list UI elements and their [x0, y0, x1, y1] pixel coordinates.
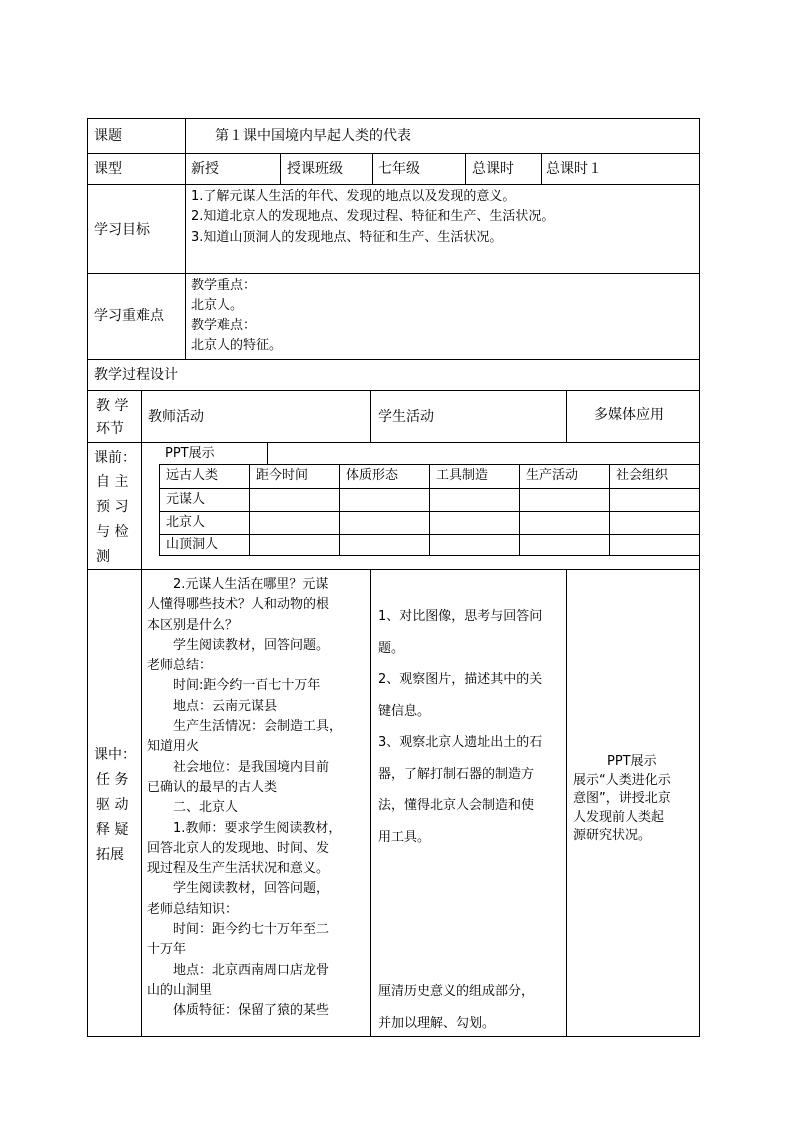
type-value: 新授: [191, 161, 219, 177]
teacher-line: 1.教师：要求学生阅读教材，: [147, 820, 342, 836]
keypoint-line: 北京人的特征。: [191, 338, 283, 353]
student-line: 1、对比图像，思考与回答问: [378, 609, 543, 624]
inner-table-row-label: 北京人: [166, 515, 206, 530]
inclass-stage: 释 疑: [96, 822, 129, 838]
teacher-line: 生产生活情况：会制造工具，: [147, 719, 343, 735]
media-text: [573, 755, 671, 848]
teacher-line: 回答北京人的发现地、时间、发: [147, 840, 330, 856]
student-line: 用工具。: [378, 829, 431, 845]
teacher-line: 学生阅读教材，回答问题。: [147, 637, 330, 653]
rule: [566, 569, 567, 1037]
media-line: 展示“人类进化示: [573, 772, 671, 788]
rule: [339, 464, 340, 556]
student-line: 法，懂得北京人会制造和使: [378, 798, 535, 813]
rule: [87, 390, 700, 391]
teacher-line: 山的山洞里: [147, 982, 213, 998]
goal-item: 2.知道北京人的发现地点、发现过程、特征和生产、生活状况。: [191, 209, 555, 224]
media-col-header: 多媒体应用: [594, 407, 664, 423]
class-label: 授课班级: [287, 161, 343, 177]
preview-stage: 测: [96, 549, 110, 565]
student-activity-text: [378, 610, 542, 862]
preview-stage: 自 主: [96, 474, 129, 490]
media-line: 人发现前人类起: [573, 809, 665, 825]
preview-stage: 课前：: [94, 450, 136, 466]
rule: [87, 442, 700, 443]
inner-table-header: 距今时间: [256, 468, 309, 483]
rule: [519, 464, 520, 556]
goal-item: 1.了解元谋人生活的年代、发现的地点以及发现的意义。: [191, 189, 516, 204]
teacher-activity-text: [147, 578, 342, 1025]
teacher-col-header: 教师活动: [148, 409, 204, 425]
rule: [541, 153, 542, 185]
rule: [87, 569, 700, 570]
keypoint-line: 教学难点：: [191, 318, 257, 333]
class-value: 七年级: [378, 161, 420, 177]
inclass-stage: 拓展: [96, 847, 124, 863]
teacher-line: 地点：北京西南周口店龙骨: [147, 962, 330, 978]
student-line: 并加以理解、勾划。: [378, 1015, 496, 1031]
rule: [87, 273, 700, 274]
rule: [465, 153, 466, 185]
inner-table-header: 工具制造: [436, 468, 489, 483]
teacher-line: 老师总结：: [147, 658, 213, 674]
teacher-line: 已确认的最早的古人类: [147, 779, 278, 795]
keypoint-line: 北京人。: [191, 298, 244, 313]
student-line: 2、观察图片，描述其中的关: [378, 672, 543, 687]
inner-table-header: 体质形态: [346, 468, 399, 483]
inner-table-row-label: 山顶洞人: [166, 537, 219, 552]
inclass-stage: 课中：: [94, 747, 136, 763]
rule: [699, 118, 700, 1037]
inner-table-row-label: 元谋人: [166, 492, 206, 507]
media-line: PPT展示: [607, 754, 657, 769]
rule: [185, 153, 186, 185]
teacher-line: 知道用火: [147, 739, 200, 755]
rule: [185, 118, 186, 154]
teacher-line: 地点：云南元谋县: [147, 698, 278, 714]
inner-table-header: 远古人类: [166, 468, 219, 483]
hours-label: 总课时: [472, 161, 514, 177]
topic-label: 课题: [94, 128, 122, 144]
rule: [159, 464, 160, 556]
rule: [372, 153, 373, 185]
inner-table-header: 生产活动: [526, 468, 579, 483]
rule: [267, 443, 268, 465]
keypoints-label: 学习重难点: [94, 308, 164, 324]
teacher-line: 十万年: [147, 942, 187, 958]
inclass-stage: 驱 动: [96, 797, 129, 813]
inner-table-header: 社会组织: [616, 468, 669, 483]
rule: [566, 390, 567, 443]
rule: [429, 464, 430, 556]
inclass-stage: 任 务: [96, 772, 129, 788]
student-line: 题。: [378, 640, 405, 656]
rule: [370, 390, 371, 443]
teacher-line: 老师总结知识：: [147, 901, 239, 917]
student-col-header: 学生活动: [378, 409, 434, 425]
teacher-line: 社会地位：是我国境内目前: [147, 759, 330, 775]
preview-stage: 与 检: [96, 524, 129, 540]
topic-value: 第１课中国境内早起人类的代表: [215, 128, 411, 144]
teacher-line: 体质特征：保留了猿的某些: [147, 1003, 330, 1019]
student-line: 厘清历史意义的组成部分，: [378, 984, 535, 999]
student-line: 器，了解打制石器的制造方: [378, 766, 535, 782]
student-activity-text-2: [378, 985, 534, 1048]
teacher-line: 2.元谋人生活在哪里？元谋: [147, 577, 329, 592]
stage-col-header: 教 学: [96, 398, 129, 414]
teacher-line: 人懂得哪些技术？人和动物的根: [147, 597, 330, 613]
goal-item: 3.知道山顶洞人的发现地点、特征和生产、生活状况。: [191, 230, 503, 245]
rule: [280, 153, 281, 185]
teacher-line: 本区别是什么？: [147, 617, 239, 633]
rule: [141, 390, 142, 1037]
media-line: 意图”，讲授北京: [573, 791, 671, 806]
rule: [87, 359, 700, 360]
rule: [249, 464, 250, 556]
teacher-line: 学生阅读教材，回答问题，: [147, 881, 330, 897]
preview-stage: 预 习: [96, 499, 129, 515]
type-label: 课型: [94, 161, 122, 177]
media-line: 源研究状况。: [573, 828, 652, 843]
rule: [87, 153, 700, 154]
student-line: 3、观察北京人遗址出土的石: [378, 735, 543, 750]
student-line: 键信息。: [378, 703, 431, 719]
rule: [609, 464, 610, 556]
rule: [370, 569, 371, 1037]
teacher-line: 时间：距今约七十万年至二: [147, 922, 330, 938]
goals-label: 学习目标: [94, 222, 150, 238]
process-title: 教学过程设计: [94, 367, 178, 383]
stage-col-header: 环节: [96, 421, 124, 437]
rule: [87, 184, 700, 185]
rule: [185, 184, 186, 360]
rule: [87, 118, 88, 1037]
ppt-label: PPT展示: [165, 446, 215, 461]
teacher-line: 现过程及生产生活状况和意义。: [147, 861, 330, 877]
rule: [87, 118, 700, 119]
hours-value: 总课时１: [546, 161, 602, 177]
teacher-line: 二、北京人: [147, 800, 239, 816]
teacher-line: 时间:距今约一百七十万年: [147, 678, 321, 694]
keypoint-line: 教学重点：: [191, 278, 257, 293]
